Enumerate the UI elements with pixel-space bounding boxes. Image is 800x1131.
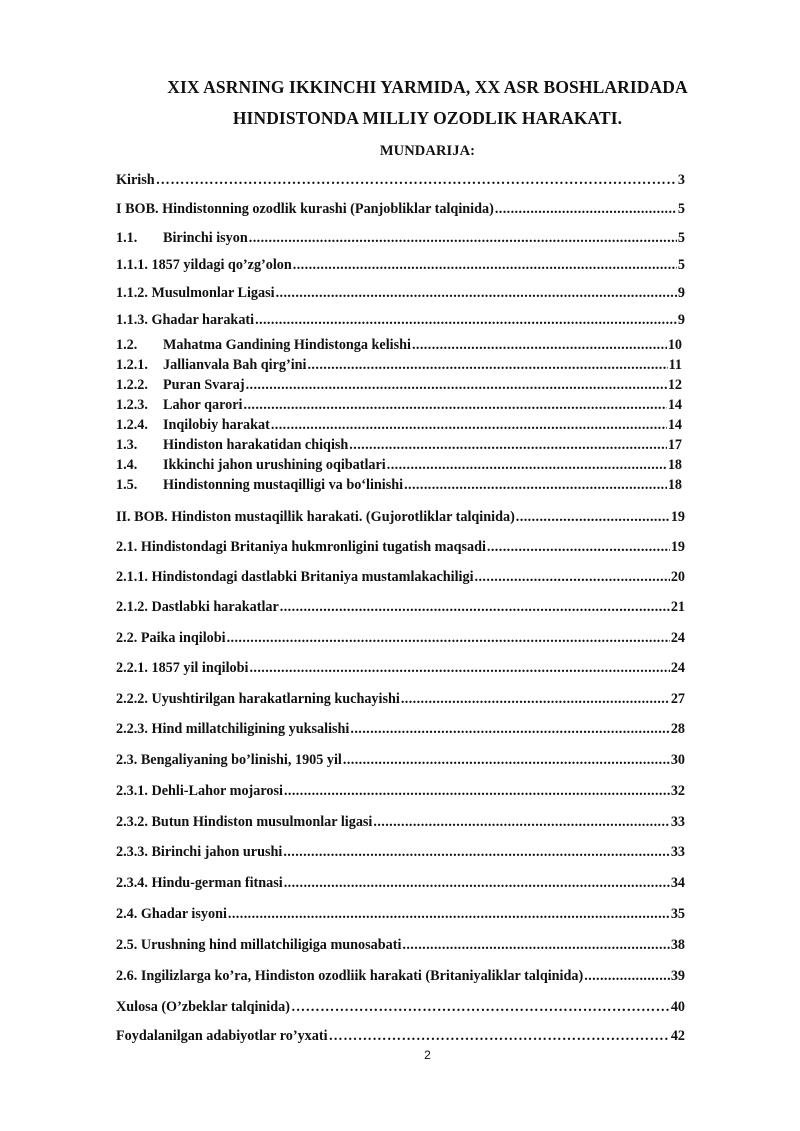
toc-entry-page: 9 [677, 312, 685, 328]
toc-entry[interactable] [116, 1027, 685, 1045]
toc-entry[interactable] [116, 416, 682, 434]
toc-entry-label: Hindistonning mustaqilligi va bo‘linishi [163, 477, 404, 493]
toc-entry-number: 1.2. [116, 337, 138, 353]
toc-dot-leader [404, 476, 667, 494]
toc-entry-label: Mahatma Gandining Hindistonga kelishi [163, 337, 411, 353]
toc-entry-page: 12 [667, 377, 682, 393]
toc-entry-page: 14 [667, 417, 682, 433]
toc-entry-page: 11 [668, 357, 682, 373]
toc-dot-leader [156, 171, 677, 189]
toc-entry[interactable] [116, 356, 682, 374]
toc-entry-number: 1.4. [116, 457, 138, 473]
toc-entry[interactable] [116, 782, 685, 800]
toc-entry[interactable] [116, 284, 685, 302]
toc-entry-page: 40 [670, 999, 685, 1015]
toc-entry-label: 2.3.1. Dehli-Lahor mojarosi [116, 783, 283, 799]
toc-dot-leader [249, 229, 677, 247]
toc-entry-number: 1.2.1. [116, 357, 148, 373]
toc-entry-label: 1.1.2. Musulmonlar Ligasi [116, 285, 275, 301]
toc-entry-page: 24 [670, 660, 685, 676]
toc-entry-label: 2.3.3. Birinchi jahon urushi [116, 844, 283, 860]
toc-entry-page: 20 [670, 569, 685, 585]
page-number: 2 [424, 1048, 431, 1062]
toc-entry-label: Ikkinchi jahon urushining oqibatlari [163, 457, 386, 473]
toc-entry-number: 1.1. [116, 230, 138, 246]
toc-entry-page: 10 [667, 337, 682, 353]
toc-dot-leader [276, 284, 677, 302]
toc-entry-page: 19 [670, 539, 685, 555]
toc-dot-leader [584, 967, 670, 985]
toc-entry-page: 19 [670, 509, 685, 525]
toc-entry-label: 2.2.1. 1857 yil inqilobi [116, 660, 249, 676]
toc-dot-leader [373, 813, 669, 831]
toc-entry-label: II. BOB. Hindiston mustaqillik harakati. (Gujorotliklar talqinida) [116, 509, 515, 525]
toc-entry-label: Lahor qarori [163, 397, 243, 413]
toc-entry-page: 9 [677, 285, 685, 301]
toc-entry[interactable] [116, 967, 685, 985]
toc-dot-leader [516, 508, 670, 526]
toc-entry-page: 33 [670, 844, 685, 860]
toc-dot-leader [227, 629, 670, 647]
toc-entry-page: 3 [677, 172, 685, 188]
toc-entry-page: 32 [670, 783, 685, 799]
toc-entry-page: 30 [670, 752, 685, 768]
toc-entry[interactable] [116, 659, 685, 677]
toc-dot-leader [343, 751, 670, 769]
toc-entry[interactable] [116, 751, 685, 769]
toc-entry-label: Birinchi isyon [163, 230, 248, 246]
toc-entry-label: Puran Svaraj [163, 377, 245, 393]
toc-entry-label: 2.1.2. Dastlabki harakatlar [116, 599, 279, 615]
toc-entry[interactable] [116, 598, 685, 616]
toc-entry[interactable] [116, 376, 682, 394]
toc-dot-leader [350, 720, 669, 738]
toc-entry[interactable] [116, 171, 685, 189]
toc-entry-label: Xulosa (O’zbeklar talqinida) [116, 999, 290, 1015]
toc-dot-leader [291, 998, 670, 1016]
toc-entry[interactable] [116, 690, 685, 708]
toc-entry[interactable] [116, 336, 682, 354]
toc-entry-label: 1.1.3. Ghadar harakati [116, 312, 255, 328]
toc-entry-page: 27 [670, 691, 685, 707]
toc-entry-page: 33 [670, 814, 685, 830]
toc-entry-page: 5 [677, 230, 685, 246]
toc-entry[interactable] [116, 508, 685, 526]
toc-entry[interactable] [116, 311, 685, 329]
toc-dot-leader [280, 598, 670, 616]
toc-dot-leader [244, 396, 667, 414]
toc-dot-leader [228, 905, 670, 923]
toc-entry-page: 18 [667, 457, 682, 473]
toc-entry[interactable] [116, 456, 682, 474]
toc-dot-leader [487, 538, 670, 556]
toc-entry-label: Kirish [116, 172, 155, 188]
toc-dot-leader [246, 376, 667, 394]
toc-dot-leader [284, 874, 670, 892]
toc-dot-leader [495, 200, 677, 218]
toc-dot-leader [271, 416, 667, 434]
toc-entry-label: 2.3.2. Butun Hindiston musulmonlar ligasi [116, 814, 373, 830]
toc-dot-leader [284, 782, 670, 800]
toc-entry-number: 1.2.2. [116, 377, 148, 393]
toc-entry[interactable] [116, 936, 685, 954]
toc-entry-page: 35 [670, 906, 685, 922]
toc-entry[interactable] [116, 905, 685, 923]
toc-dot-leader [412, 336, 667, 354]
toc-entry-label: Jallianvala Bah qirg’ini [163, 357, 307, 373]
toc-dot-leader [387, 456, 667, 474]
toc-dot-leader [349, 436, 667, 454]
toc-dot-leader [255, 311, 677, 329]
contents-heading: MUNDARIJA: [379, 143, 476, 159]
toc-entry-page: 28 [670, 721, 685, 737]
toc-entry-page: 21 [670, 599, 685, 615]
toc-entry-label: 1.1.1. 1857 yildagi qo’zg’olon [116, 257, 292, 273]
toc-entry[interactable] [116, 568, 685, 586]
toc-entry-number: 1.5. [116, 477, 138, 493]
toc-entry-label: Inqilobiy harakat [163, 417, 270, 433]
toc-entry-label: I BOB. Hindistonning ozodlik kurashi (Panjobliklar talqinida) [116, 201, 494, 217]
toc-entry[interactable] [116, 396, 682, 414]
toc-entry[interactable] [116, 998, 685, 1016]
toc-entry-page: 17 [667, 437, 682, 453]
toc-entry-label: 2.2. Paika inqilobi [116, 630, 226, 646]
toc-entry-label: 2.3.4. Hindu-german fitnasi [116, 875, 283, 891]
toc-entry-label: 2.6. Ingilizlarga ko’ra, Hindiston ozodliik harakati (Britaniyaliklar talqinida) [116, 968, 584, 984]
toc-entry[interactable] [116, 813, 685, 831]
toc-entry[interactable] [116, 629, 685, 647]
toc-entry[interactable] [116, 200, 685, 218]
toc-entry-page: 18 [667, 477, 682, 493]
toc-entry-number: 1.2.4. [116, 417, 148, 433]
toc-entry[interactable] [116, 874, 685, 892]
toc-entry[interactable] [116, 538, 685, 556]
toc-entry-page: 5 [677, 201, 685, 217]
toc-entry-page: 14 [667, 397, 682, 413]
toc-entry-label: Hindiston harakatidan chiqish [163, 437, 349, 453]
toc-entry-page: 24 [670, 630, 685, 646]
toc-entry-page: 34 [670, 875, 685, 891]
toc-entry[interactable] [116, 720, 685, 738]
toc-dot-leader [293, 256, 677, 274]
toc-entry-label: Foydalanilgan adabiyotlar ro’yxati [116, 1028, 328, 1044]
toc-dot-leader [249, 659, 669, 677]
toc-entry-number: 1.2.3. [116, 397, 148, 413]
toc-entry[interactable] [116, 436, 682, 454]
toc-dot-leader [329, 1027, 670, 1045]
toc-entry-label: 2.4. Ghadar isyoni [116, 906, 227, 922]
toc-entry-page: 39 [670, 968, 685, 984]
toc-entry[interactable] [116, 256, 685, 274]
toc-entry-label: 2.5. Urushning hind millatchiligiga munosabati [116, 937, 402, 953]
toc-entry-page: 5 [677, 257, 685, 273]
toc-entry-label: 2.1. Hindistondagi Britaniya hukmronligini tugatish maqsadi [116, 539, 486, 555]
toc-dot-leader [401, 690, 670, 708]
toc-entry-page: 38 [670, 937, 685, 953]
toc-dot-leader [283, 843, 669, 861]
toc-entry-number: 1.3. [116, 437, 138, 453]
document-title-line-2: HINDISTONDA MILLIY OZODLIK HARAKATI. [232, 108, 623, 128]
toc-dot-leader [307, 356, 667, 374]
toc-entry-page: 42 [670, 1028, 685, 1044]
toc-dot-leader [402, 936, 669, 954]
toc-dot-leader [475, 568, 670, 586]
toc-entry[interactable] [116, 843, 685, 861]
document-title-line-1: XIX ASRNING IKKINCHI YARMIDA, XX ASR BOSHLARIDADA [167, 77, 688, 97]
toc-entry-label: 2.1.1. Hindistondagi dastlabki Britaniya mustamlakachiligi [116, 569, 474, 585]
toc-entry[interactable] [116, 476, 682, 494]
toc-entry-label: 2.2.3. Hind millatchiligining yuksalishi [116, 721, 350, 737]
toc-entry[interactable] [116, 229, 685, 247]
toc-entry-label: 2.2.2. Uyushtirilgan harakatlarning kuchayishi [116, 691, 400, 707]
toc-entry-label: 2.3. Bengaliyaning bo’linishi, 1905 yil [116, 752, 342, 768]
